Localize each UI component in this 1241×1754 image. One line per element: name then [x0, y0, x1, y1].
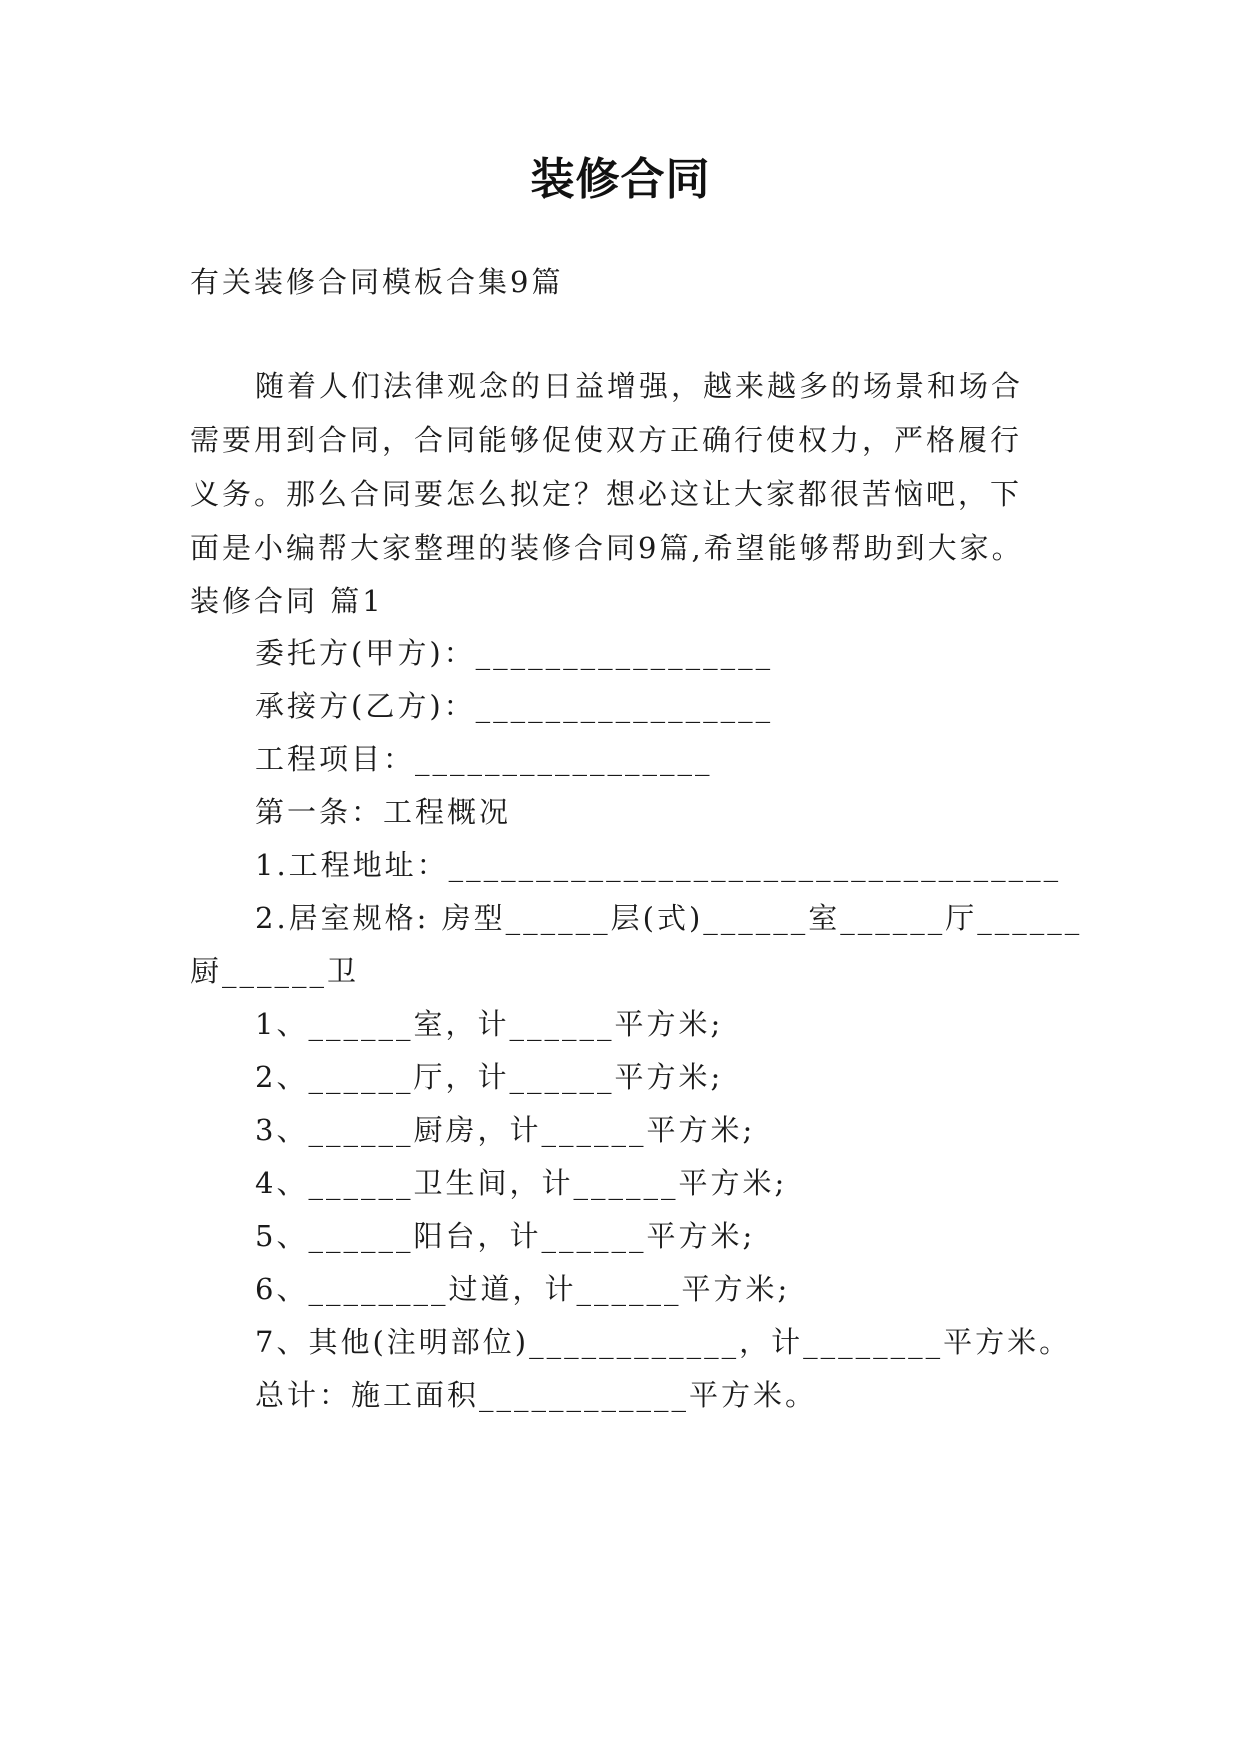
total-area: 总计：施工面积____________平方米。: [255, 1378, 818, 1412]
intro-line-1: 随着人们法律观念的日益增强，越来越多的场景和场合: [255, 369, 1024, 403]
document-subtitle: 有关装修合同模板合集9篇: [190, 265, 564, 299]
client-field: 委托方(甲方)：_________________: [255, 636, 774, 670]
room-item: 2、______厅，计______平方米;: [255, 1060, 724, 1094]
article-heading: 第一条：工程概况: [255, 795, 512, 829]
room-item: 1、______室，计______平方米;: [255, 1007, 724, 1041]
section-heading: 装修合同 篇1: [190, 584, 384, 618]
document-title: 装修合同: [530, 154, 711, 205]
intro-line-2: 需要用到合同，合同能够促使双方正确行使权力，严格履行: [190, 423, 1023, 457]
room-item: 5、______阳台，计______平方米;: [255, 1219, 756, 1253]
intro-line-4: 面是小编帮大家整理的装修合同9篇,希望能够帮助到大家。: [190, 531, 1024, 565]
spec-line-2: 厨______卫: [190, 954, 360, 988]
contractor-field: 承接方(乙方)：_________________: [255, 689, 774, 723]
room-item: 6、________过道，计______平方米;: [255, 1272, 791, 1306]
address-field: 1.工程地址：___________________________________: [255, 848, 1062, 882]
room-item: 4、______卫生间，计______平方米;: [255, 1166, 788, 1200]
project-field: 工程项目：_________________: [255, 742, 713, 776]
room-item: 3、______厨房，计______平方米;: [255, 1113, 756, 1147]
spec-line-1: 2.居室规格: 房型______层(式)______室______厅______: [255, 901, 1083, 935]
room-item: 7、其他(注明部位)____________，计________平方米。: [255, 1325, 1072, 1359]
intro-line-3: 义务。那么合同要怎么拟定？想必这让大家都很苦恼吧，下: [190, 477, 1023, 511]
